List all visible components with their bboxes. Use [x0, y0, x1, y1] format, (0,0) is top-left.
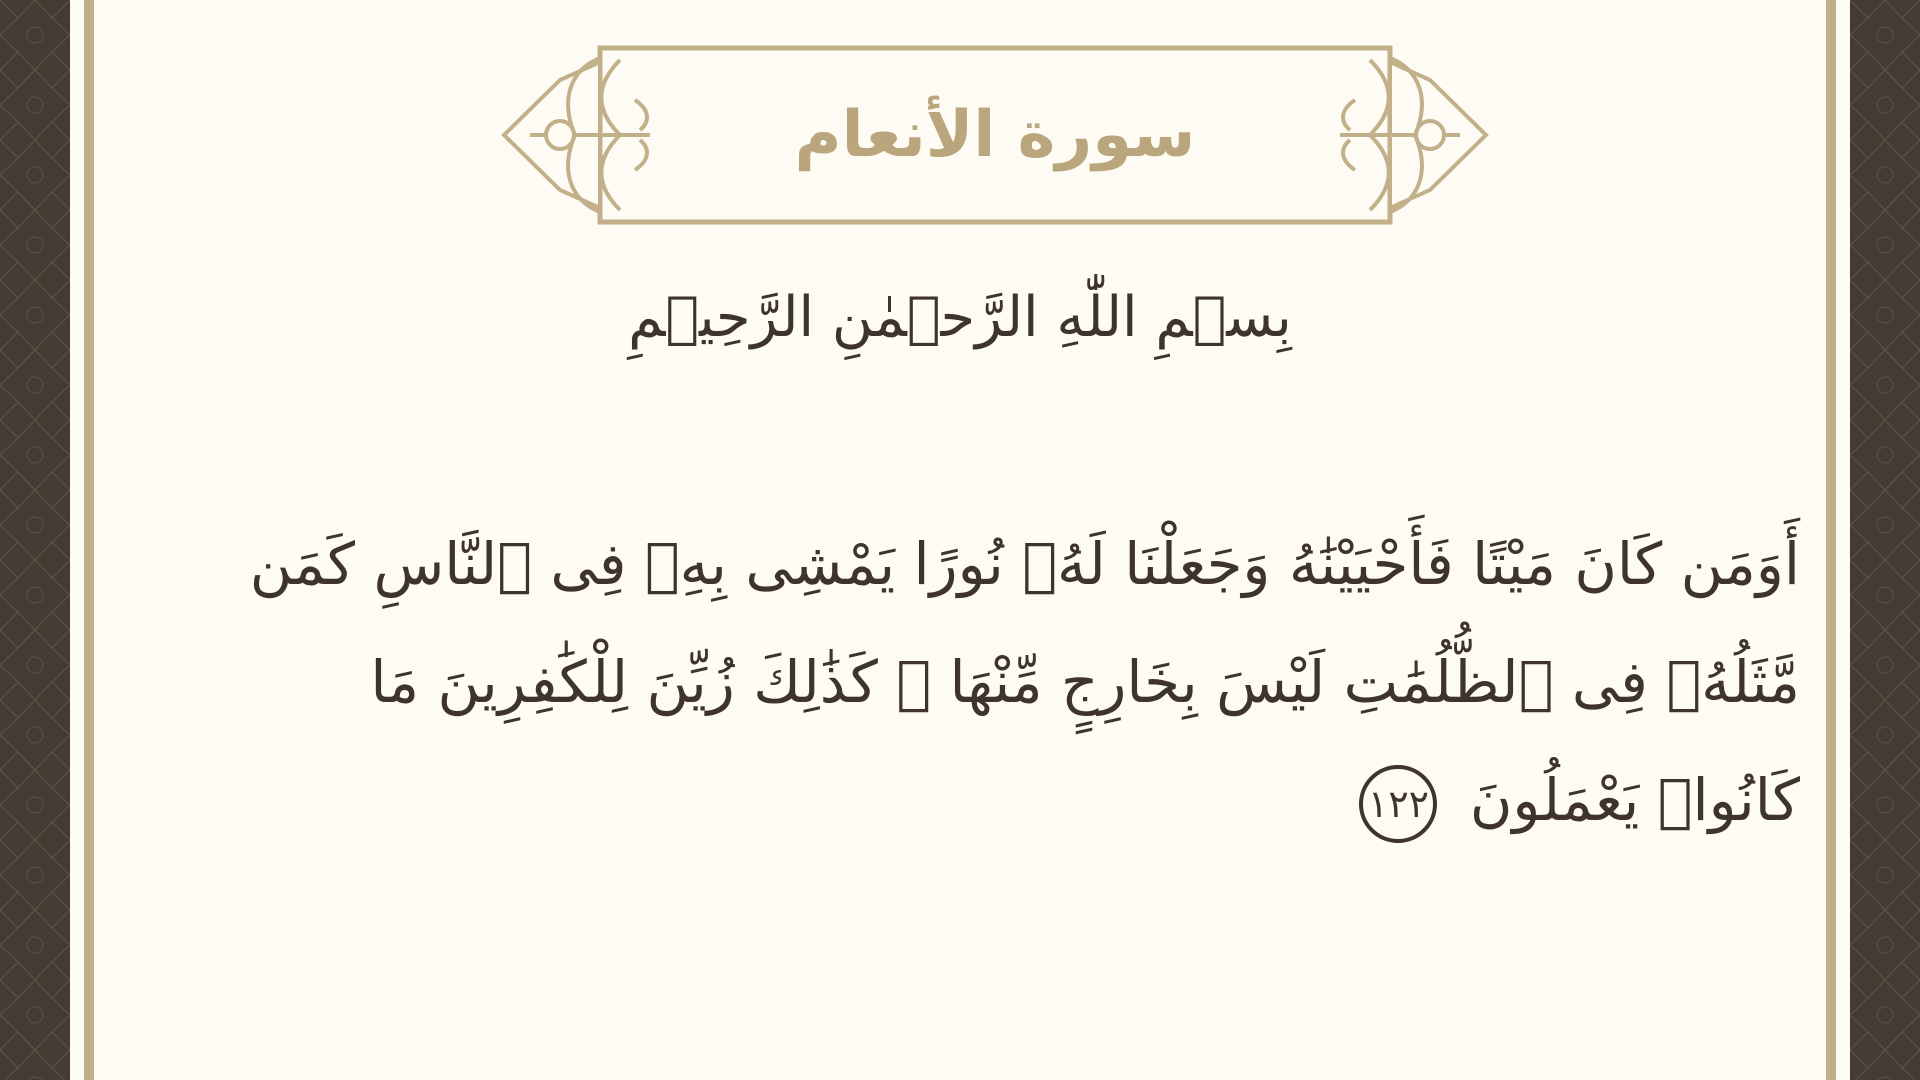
verse-text: [240, 505, 1800, 859]
ayah-number-marker: ١٢٢: [1359, 765, 1437, 843]
basmala: بِسۡمِ اللّٰهِ الرَّحۡمٰنِ الرَّحِيۡمِ: [628, 285, 1292, 350]
right-ornamental-border: [1850, 0, 1920, 1080]
surah-header-banner: [500, 40, 1490, 230]
verse-body: أَوَمَن كَانَ مَيْتًا فَأَحْيَيْنَٰهُ وَجَعَلْنَا لَهُۥ نُورًا يَمْشِى بِهِۦ فِى ٱلنَّاسِ كَمَن مَّثَلُهُۥ فِى ٱلظُّلُمَٰتِ لَيْسَ بِخَارِجٍ مِّنْهَا ۚ كَذَٰلِكَ زُيِّنَ لِلْكَٰفِرِينَ مَا كَانُوا۟ يَعْمَلُونَ: [249, 530, 1800, 834]
surah-title: سورة الأنعام: [794, 98, 1196, 172]
left-gold-rule: [84, 0, 94, 1080]
page: [70, 0, 1850, 1080]
left-ornamental-border: [0, 0, 70, 1080]
right-gold-rule: [1826, 0, 1836, 1080]
